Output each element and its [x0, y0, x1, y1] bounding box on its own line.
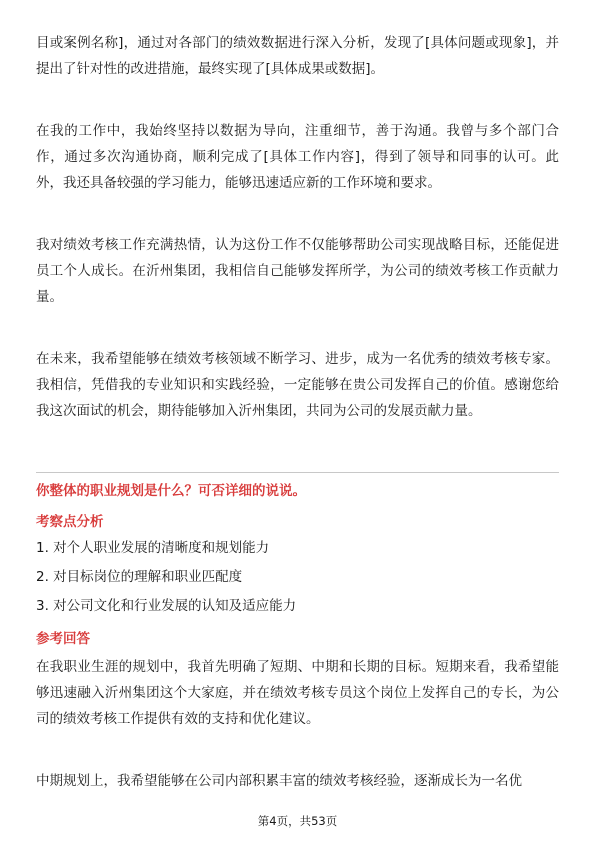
answer-paragraph-1: 在我职业生涯的规划中，我首先明确了短期、中期和长期的目标。短期来看，我希望能够迅速融入沂州集团这个大家庭，并在绩效考核专员这个岗位上发挥自己的专长，为公司的绩效考核工作提供有效的支持和优化建议。 [36, 659, 559, 727]
body-paragraph-3: 我对绩效考核工作充满热情，认为这份工作不仅能够帮助公司实现战略目标，还能促进员工个人成长。在沂州集团，我相信自己能够发挥所学，为公司的绩效考核工作贡献力量。 [36, 237, 559, 305]
body-paragraph-4: 在未来，我希望能够在绩效考核领域不断学习、进步，成为一名优秀的绩效考核专家。我相信，凭借我的专业知识和实践经验，一定能够在贵公司发挥自己的价值。感谢您给我这次面试的机会，期待能够加入沂州集团，共同为公司的发展贡献力量。 [36, 351, 559, 419]
analysis-title: 考察点分析 [36, 514, 104, 530]
document-page [36, 0, 559, 842]
body-paragraph-2: 在我的工作中，我始终坚持以数据为导向，注重细节，善于沟通。我曾与多个部门合作，通过多次沟通协商，顺利完成了[具体工作内容]，得到了领导和同事的认可。此外，我还具备较强的学习能力，能够迅速适应新的工作环境和要求。 [36, 123, 559, 191]
question-heading: 你整体的职业规划是什么？可否详细的说说。 [36, 483, 306, 499]
analysis-point-3: 3. 对公司文化和行业发展的认知及适应能力 [36, 598, 297, 614]
section-divider [36, 472, 559, 473]
answer-title: 参考回答 [36, 631, 90, 647]
answer-paragraph-2: 中期规划上，我希望能够在公司内部积累丰富的绩效考核经验，逐渐成长为一名优 [36, 773, 522, 789]
analysis-point-1: 1. 对个人职业发展的清晰度和规划能力 [36, 540, 270, 556]
analysis-point-2: 2. 对目标岗位的理解和职业匹配度 [36, 569, 243, 585]
body-paragraph-1: 目或案例名称]，通过对各部门的绩效数据进行深入分析，发现了[具体问题或现象]，并提出了针对性的改进措施，最终实现了[具体成果或数据]。 [36, 35, 559, 77]
page-number: 第4页，共53页 [257, 814, 338, 828]
